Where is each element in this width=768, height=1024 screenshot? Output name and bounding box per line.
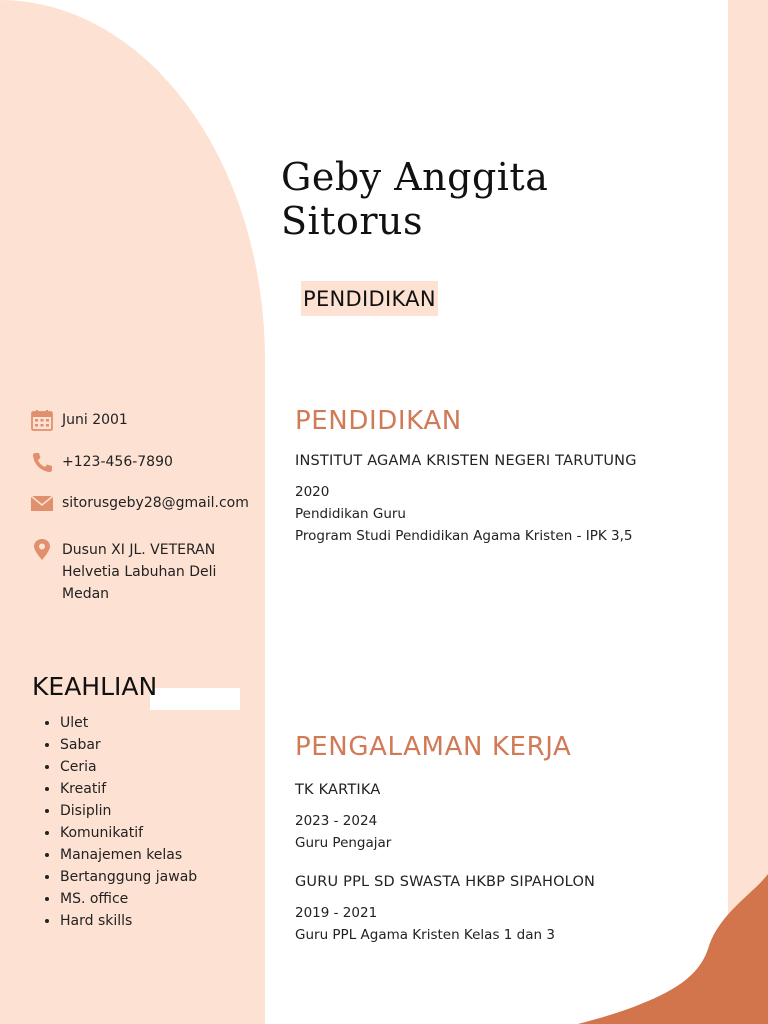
- job-place: GURU PPL SD SWASTA HKBP SIPAHOLON: [295, 874, 596, 890]
- experience-title: PENGALAMAN KERJA: [295, 732, 572, 762]
- job-role: Guru Pengajar: [295, 835, 392, 851]
- job-place: TK KARTIKA: [295, 782, 381, 798]
- name-line-2: Sitorus: [281, 199, 423, 243]
- education-title: PENDIDIKAN: [295, 406, 462, 436]
- full-name: [281, 155, 701, 243]
- skill-item: • Kreatif: [60, 778, 197, 800]
- phone-number: +123-456-7890: [62, 454, 173, 470]
- skill-item: • Ulet: [60, 712, 197, 734]
- birth-date: Juni 2001: [62, 412, 128, 428]
- experience-entry: [295, 780, 715, 854]
- calendar-icon: [30, 409, 54, 431]
- name-line-1: Geby Anggita: [281, 155, 549, 199]
- location-pin-icon: [30, 539, 54, 561]
- skill-item: • Bertanggung jawab: [60, 866, 197, 888]
- skills-list: [42, 712, 197, 932]
- skill-item: • Disiplin: [60, 800, 197, 822]
- education-program: Program Studi Pendidikan Agama Kristen - IPK 3,5: [295, 528, 633, 544]
- job-period: 2023 - 2024: [295, 813, 378, 829]
- education-entry: [295, 451, 715, 547]
- phone-icon: [30, 451, 54, 473]
- education-institution: INSTITUT AGAMA KRISTEN NEGERI TARUTUNG: [295, 453, 637, 469]
- email-icon: [30, 492, 54, 514]
- heading-underline-bar: [150, 688, 240, 710]
- job-role: Guru PPL Agama Kristen Kelas 1 dan 3: [295, 927, 555, 943]
- job-period: 2019 - 2021: [295, 905, 378, 921]
- email-address: sitorusgeby28@gmail.com: [62, 495, 249, 511]
- header-tag: PENDIDIKAN: [301, 281, 438, 316]
- skill-item: • Ceria: [60, 756, 197, 778]
- education-degree: Pendidikan Guru: [295, 506, 406, 522]
- skill-item: • Sabar: [60, 734, 197, 756]
- skill-item: • Hard skills: [60, 910, 197, 932]
- skills-heading: [32, 670, 240, 710]
- skill-item: • MS. office: [60, 888, 197, 910]
- address: Dusun XI JL. VETERAN Helvetia Labuhan Deli Medan: [62, 542, 217, 602]
- education-year: 2020: [295, 484, 330, 500]
- skill-item: • Komunikatif: [60, 822, 197, 844]
- skill-item: • Manajemen kelas: [60, 844, 197, 866]
- skills-title: KEAHLIAN: [32, 672, 158, 701]
- experience-entry: [295, 872, 715, 946]
